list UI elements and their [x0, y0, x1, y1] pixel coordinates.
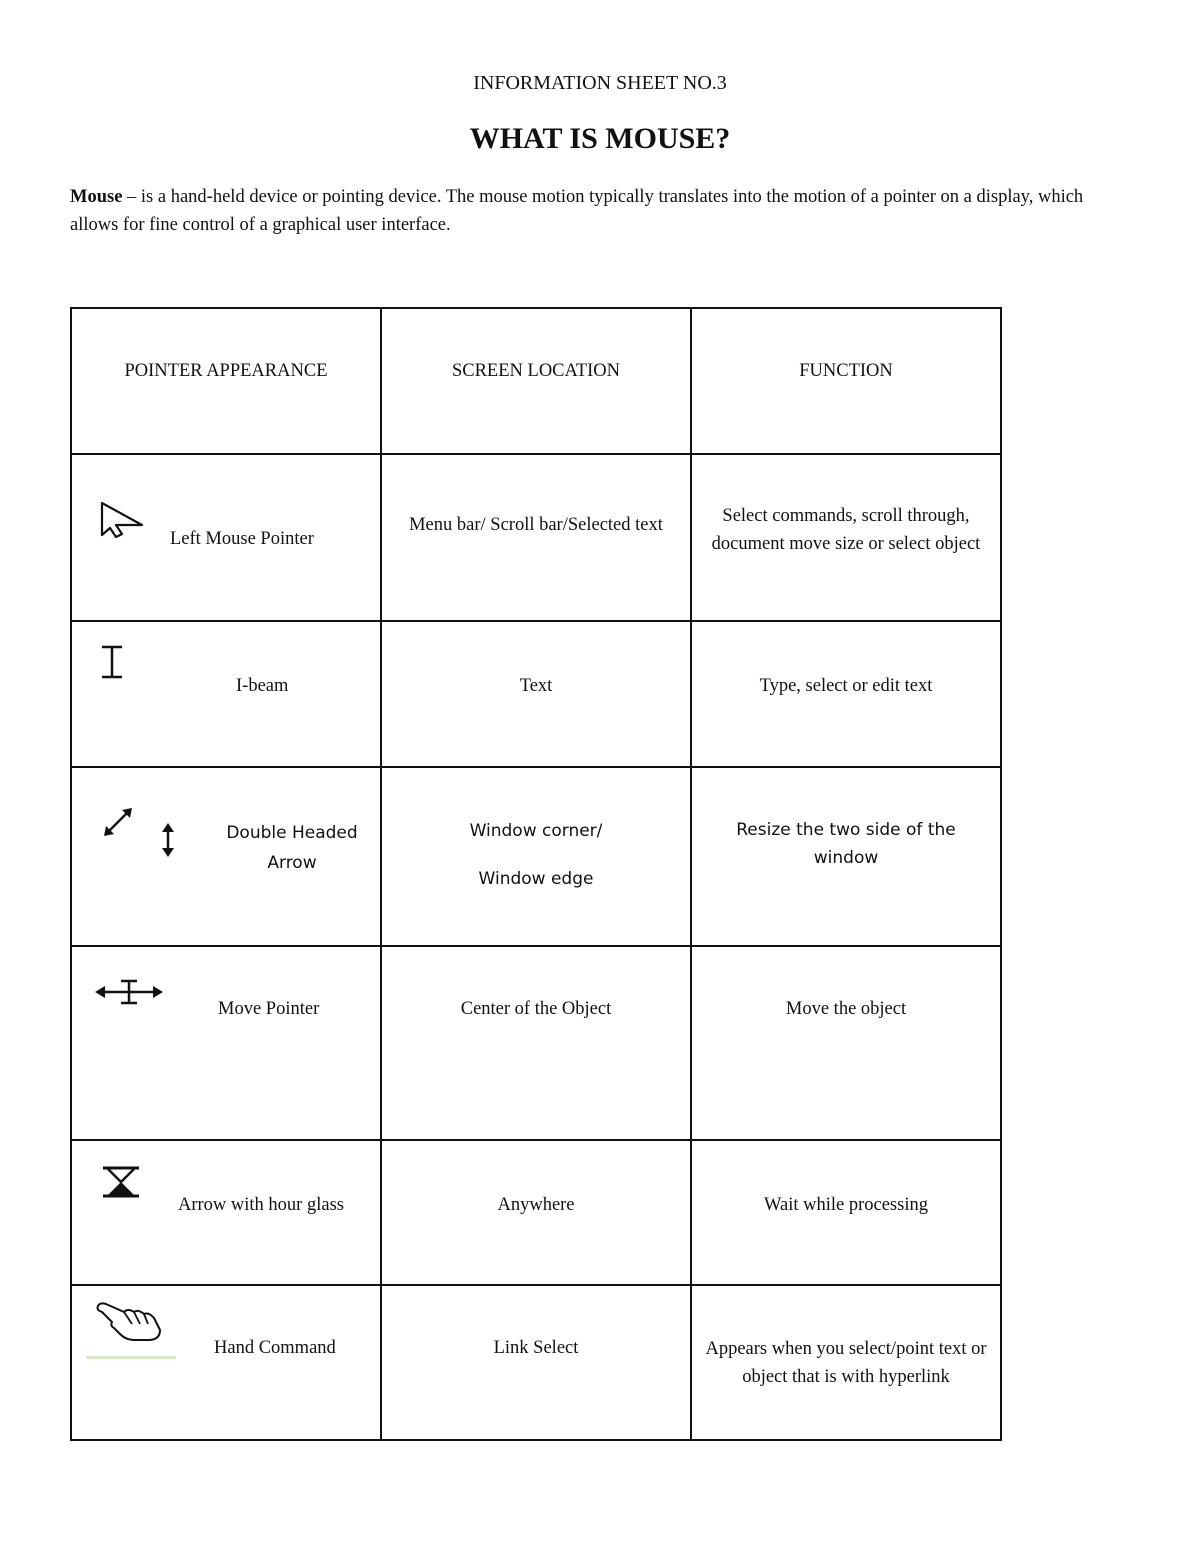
pointer-cell	[71, 946, 381, 1140]
header-pointer-appearance: POINTER APPEARANCE	[71, 308, 381, 454]
pointer-cell	[71, 1140, 381, 1285]
intro-term: Mouse	[70, 187, 123, 207]
hourglass-icon	[100, 1165, 142, 1199]
table-row	[71, 454, 1001, 621]
pointer-cell	[71, 1285, 381, 1440]
table-row	[71, 767, 1001, 946]
pointer-name: Hand Command	[214, 1338, 336, 1358]
pointer-name: Double Headed Arrow	[226, 823, 358, 873]
function-cell: Resize the two side of the window	[691, 767, 1001, 946]
hand-shadow	[86, 1356, 176, 1359]
double-headed-arrow-icon	[102, 806, 134, 838]
pointer-cell	[71, 454, 381, 621]
sheet-number: INFORMATION SHEET NO.3	[473, 72, 727, 94]
pointer-table	[70, 307, 1002, 1441]
page-title: WHAT IS MOUSE?	[469, 122, 731, 155]
pointer-name: Arrow with hour glass	[178, 1195, 344, 1215]
function-cell: Appears when you select/point text or object that is with hyperlink	[691, 1285, 1001, 1440]
location-cell: Center of the Object	[381, 946, 691, 1140]
hand-pointer-icon	[94, 1300, 166, 1344]
table-row	[71, 946, 1001, 1140]
location-cell: Text	[381, 621, 691, 767]
arrow-pointer-icon	[98, 501, 146, 541]
pointer-cell	[71, 767, 381, 946]
move-pointer-icon	[94, 977, 164, 1007]
table-row	[71, 1285, 1001, 1440]
vertical-resize-icon	[160, 822, 176, 858]
table-header-row	[71, 308, 1001, 454]
table-row	[71, 621, 1001, 767]
header-screen-location: SCREEN LOCATION	[381, 308, 691, 454]
function-cell: Select commands, scroll through, document move size or select object	[691, 454, 1001, 621]
location-cell: Anywhere	[381, 1140, 691, 1285]
intro-paragraph	[70, 183, 1130, 239]
pointer-cell	[71, 621, 381, 767]
intro-definition: – is a hand-held device or pointing device. The mouse motion typically translates into the motion of a pointer on a display, which allows for fine control of a graphical user interface.	[70, 187, 1084, 235]
pointer-name: Move Pointer	[218, 999, 320, 1019]
table-row	[71, 1140, 1001, 1285]
location-cell: Link Select	[381, 1285, 691, 1440]
location-cell: Menu bar/ Scroll bar/Selected text	[381, 454, 691, 621]
pointer-name: I-beam	[236, 676, 289, 696]
i-beam-icon	[98, 644, 128, 680]
function-cell: Wait while processing	[691, 1140, 1001, 1285]
location-cell	[381, 767, 691, 946]
pointer-name: Left Mouse Pointer	[170, 529, 314, 549]
function-cell: Type, select or edit text	[691, 621, 1001, 767]
function-cell: Move the object	[691, 946, 1001, 1140]
header-function: FUNCTION	[691, 308, 1001, 454]
location-line: Window corner/ Window edge	[469, 820, 603, 889]
